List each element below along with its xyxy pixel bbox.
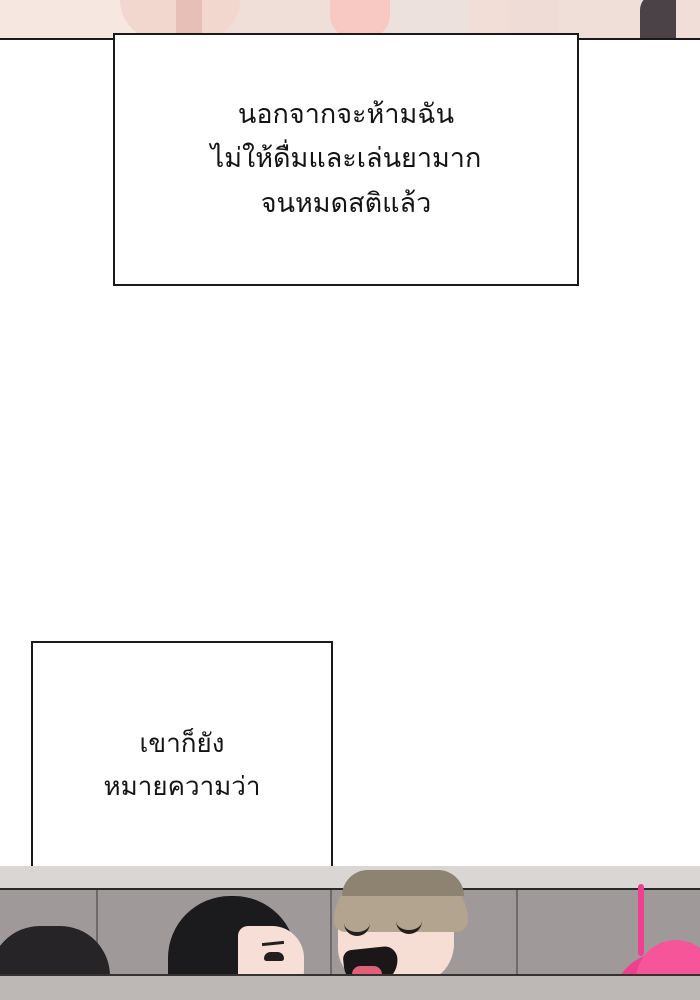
top-figure-dark-hair	[640, 0, 680, 40]
narration-line: นอกจากจะห้ามฉัน	[237, 98, 455, 130]
bottom-panel-artwork	[0, 866, 700, 1000]
narration-line: เขาก็ยัง	[139, 729, 225, 760]
pink-hair-strand	[638, 884, 644, 956]
narration-box-top	[113, 33, 579, 286]
narration-line: จนหมดสติแล้ว	[260, 187, 432, 219]
man-hair-shadow	[342, 870, 464, 896]
narration-line: หมายความว่า	[103, 772, 261, 802]
foreground-table	[0, 974, 700, 1000]
narration-line: ไม่ให้ดื่มและเล่นยามาก	[210, 143, 482, 175]
woman-eye	[264, 952, 284, 961]
top-figure-shape-g	[676, 0, 700, 40]
narration-box-bottom	[31, 641, 333, 891]
